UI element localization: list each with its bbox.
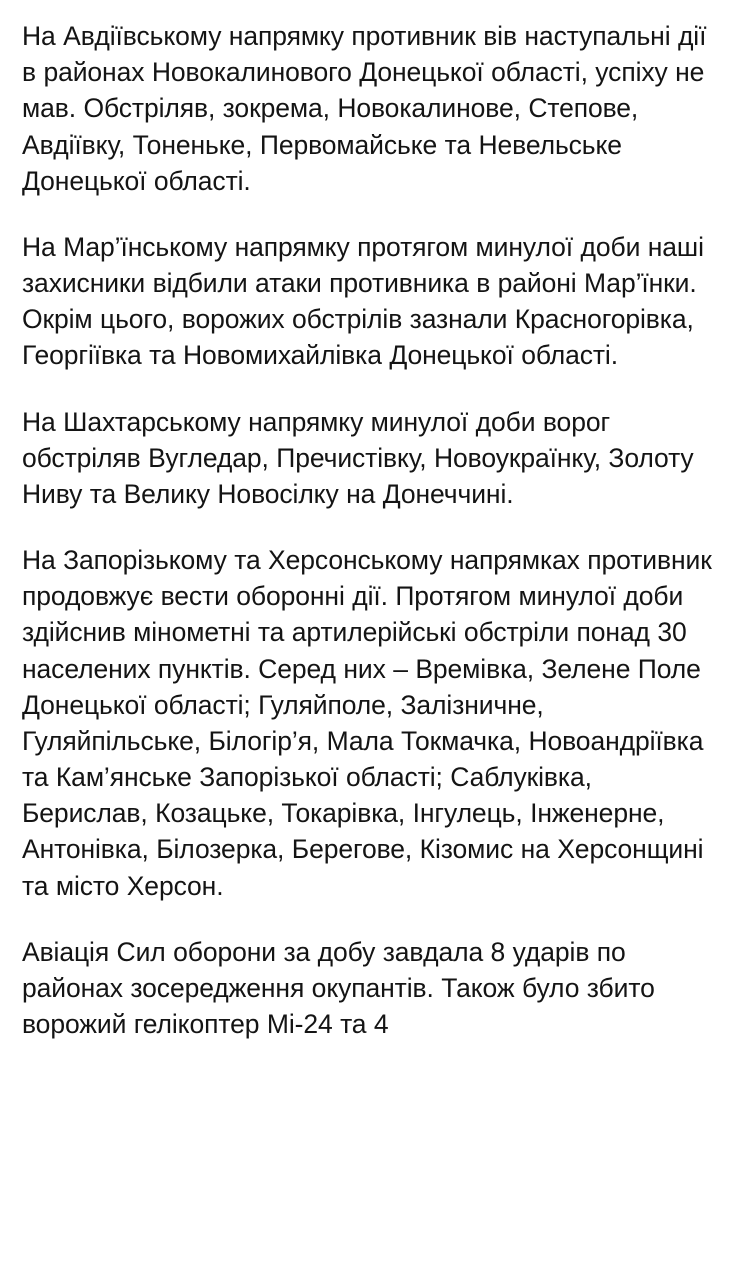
paragraph-zaporizhzhia-kherson-direction: На Запорізькому та Херсонському напрямках противник продовжує вести оборонні дії. Протягом минулої доби здійснив мінометні та артилерійські обстріли понад 30 населених пунктів. Серед них – Времівка, Зелене Поле Донецької області; Гуляйполе, Залізничне, Гуляйпільське, Білогір’я, Мала Токмачка, Новоандріївка та Кам’янське Запорізької області; Саблуківка, Берислав, Козацьке, Токарівка, Інгулець, Інженерне, Антонівка, Білозерка, Берегове, Кізомис на Херсонщині та місто Херсон. bbox=[22, 545, 712, 901]
paragraph-aviation-summary: Авіація Сил оборони за добу завдала 8 ударів по районах зосередження окупантів. Також було збито ворожий гелікоптер Мі-24 та 4 bbox=[22, 936, 655, 1040]
paragraph-marinka-direction: На Мар’їнському напрямку протягом минулої доби наші захисники відбили атаки противника в районі Мар’їнки. Окрім цього, ворожих обстрілів зазнали Красногорівка, Георгіївка та Новомихайлівка Донецької області. bbox=[22, 231, 704, 371]
paragraph-shakhtarsk-direction: На Шахтарському напрямку минулої доби ворог обстріляв Вугледар, Пречистівку, Новоукраїнку, Золоту Ниву та Велику Новосілку на Донеччині. bbox=[22, 406, 694, 509]
paragraph-avdiivka-direction: На Авдіївському напрямку противник вів наступальні дії в районах Новокалинового Донецької області, успіху не мав. Обстріляв, зокрема, Новокалинове, Степове, Авдіївку, Тоненьке, Первомайське та Невельське Донецької області. bbox=[22, 21, 707, 196]
